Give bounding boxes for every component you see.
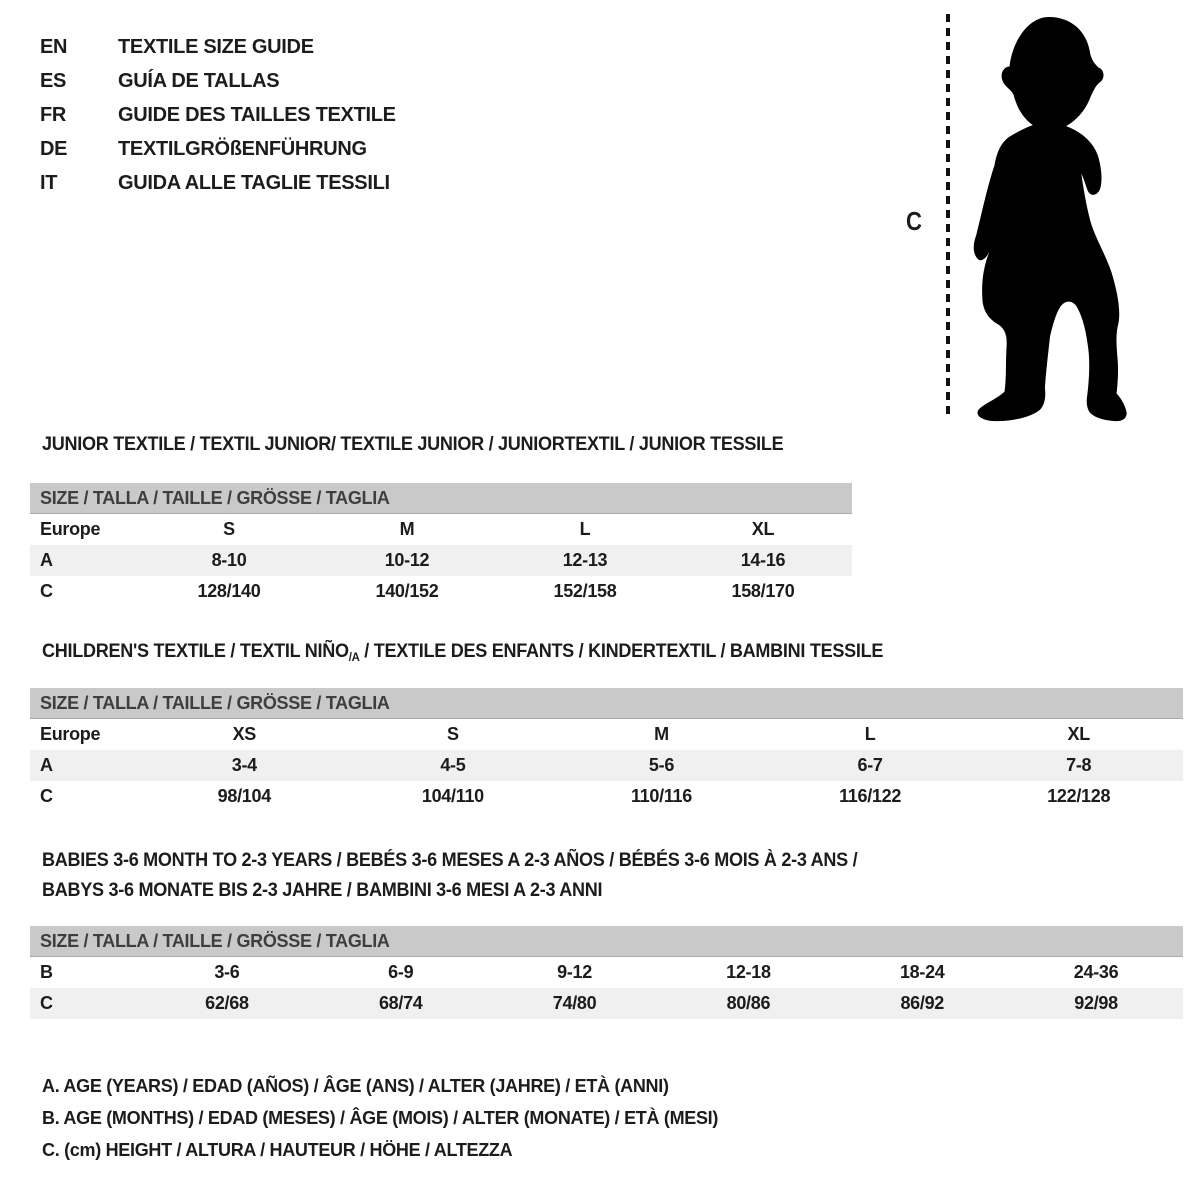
lang-title-es: GUÍA DE TALLAS: [118, 70, 280, 92]
lang-title-it: GUIDA ALLE TAGLIE TESSILI: [118, 172, 390, 194]
babies-height-1: 62/68: [205, 993, 249, 1013]
babies-months-2: 6-9: [388, 962, 414, 982]
language-list: [40, 30, 396, 200]
legend-age-months: B. AGE (MONTHS) / EDAD (MESES) / ÂGE (MOIS) / ALTER (MONATE) / ETÀ (MESI): [42, 1108, 719, 1128]
children-col-s: S: [447, 724, 459, 744]
children-age-m: 5-6: [648, 755, 675, 775]
junior-age-m: 10-12: [384, 550, 430, 570]
junior-age-row: [30, 545, 852, 576]
children-height-xl: 122/128: [1047, 786, 1111, 806]
children-age-xs: 3-4: [231, 755, 257, 775]
toddler-silhouette-image: [968, 14, 1140, 426]
children-age-xl: 7-8: [1066, 755, 1092, 775]
row-label: C: [40, 993, 53, 1013]
junior-height-l: 152/158: [553, 581, 617, 601]
junior-columns-row: [30, 514, 852, 545]
lang-code-en: EN: [40, 36, 68, 58]
babies-height-4: 80/86: [726, 993, 771, 1013]
children-age-s: 4-5: [440, 755, 466, 775]
lang-title-fr: GUIDE DES TAILLES TEXTILE: [118, 104, 396, 126]
legend-height-cm: C. (cm) HEIGHT / ALTURA / HAUTEUR / HÖHE / ALTEZZA: [42, 1140, 513, 1160]
junior-age-l: 12-13: [562, 550, 608, 570]
children-col-xl: XL: [1067, 724, 1090, 744]
legend-age-years: A. AGE (YEARS) / EDAD (AÑOS) / ÂGE (ANS) / ALTER (JAHRE) / ETÀ (ANNI): [42, 1076, 669, 1096]
junior-height-s: 128/140: [197, 581, 261, 601]
babies-title-line2: BABYS 3-6 MONATE BIS 2-3 JAHRE / BAMBINI 3-6 MESI A 2-3 ANNI: [42, 880, 603, 901]
children-col-l: L: [864, 724, 876, 744]
babies-months-row: [30, 957, 1183, 988]
children-height-m: 110/116: [631, 786, 692, 806]
babies-height-5: 86/92: [900, 993, 945, 1013]
babies-months-6: 24-36: [1073, 962, 1119, 982]
children-title-prefix: CHILDREN'S TEXTILE / TEXTIL NIÑO: [42, 641, 349, 662]
babies-height-2: 68/74: [378, 993, 423, 1013]
junior-height-row: [30, 576, 852, 607]
junior-section-title: JUNIOR TEXTILE / TEXTIL JUNIOR/ TEXTILE JUNIOR / JUNIORTEXTIL / JUNIOR TESSILE: [42, 434, 784, 455]
children-height-s: 104/110: [421, 786, 484, 806]
junior-col-l: L: [579, 519, 591, 539]
babies-months-4: 12-18: [726, 962, 771, 982]
lang-title-de: TEXTILGRÖßENFÜHRUNG: [118, 138, 367, 160]
babies-height-3: 74/80: [552, 993, 597, 1013]
children-height-l: 116/122: [839, 786, 902, 806]
children-table-header: SIZE / TALLA / TAILLE / GRÖSSE / TAGLIA: [30, 688, 1183, 719]
babies-section-title: [42, 846, 857, 906]
children-size-table: [30, 688, 1183, 812]
junior-col-m: M: [399, 519, 415, 539]
row-label: C: [40, 581, 53, 601]
children-height-row: [30, 781, 1183, 812]
babies-months-5: 18-24: [899, 962, 945, 982]
babies-size-table: [30, 926, 1183, 1019]
children-age-row: [30, 750, 1183, 781]
babies-table-header: SIZE / TALLA / TAILLE / GRÖSSE / TAGLIA: [30, 926, 1183, 957]
children-columns-row: [30, 719, 1183, 750]
lang-title-en: TEXTILE SIZE GUIDE: [118, 36, 314, 58]
row-label: C: [40, 786, 53, 806]
legend: [42, 1070, 718, 1166]
babies-height-6: 92/98: [1074, 993, 1118, 1013]
junior-table-header: SIZE / TALLA / TAILLE / GRÖSSE / TAGLIA: [30, 483, 852, 514]
lang-code-de: DE: [40, 138, 68, 160]
children-col-region: Europe: [40, 724, 101, 744]
children-col-xs: XS: [232, 724, 256, 744]
children-section-title: [42, 641, 883, 664]
row-label: B: [40, 962, 53, 982]
height-measure-dashed-line: [946, 14, 950, 418]
junior-age-xl: 14-16: [740, 550, 786, 570]
row-label: A: [40, 550, 53, 570]
junior-col-xl: XL: [751, 519, 775, 539]
children-height-xs: 98/104: [217, 786, 271, 806]
lang-code-it: IT: [40, 172, 58, 194]
lang-code-es: ES: [40, 70, 67, 92]
row-label: A: [40, 755, 53, 775]
babies-title-line1: BABIES 3-6 MONTH TO 2-3 YEARS / BEBÉS 3-6 MESES A 2-3 AÑOS / BÉBÉS 3-6 MOIS À 2-3 ANS /: [42, 850, 858, 871]
junior-height-xl: 158/170: [731, 581, 795, 601]
children-title-sub: /A: [348, 650, 360, 664]
junior-size-table: [30, 483, 852, 607]
children-title-suffix: / TEXTILE DES ENFANTS / KINDERTEXTIL / BAMBINI TESSILE: [359, 641, 884, 662]
children-col-m: M: [654, 724, 669, 744]
junior-col-s: S: [223, 519, 235, 539]
lang-code-fr: FR: [40, 104, 67, 126]
babies-months-1: 3-6: [214, 962, 240, 982]
babies-months-3: 9-12: [557, 962, 592, 982]
junior-col-region: Europe: [40, 519, 101, 539]
height-measure-label: C: [906, 206, 922, 236]
junior-age-s: 8-10: [211, 550, 247, 570]
children-age-l: 6-7: [857, 755, 883, 775]
junior-height-m: 140/152: [375, 581, 439, 601]
babies-height-row: [30, 988, 1183, 1019]
